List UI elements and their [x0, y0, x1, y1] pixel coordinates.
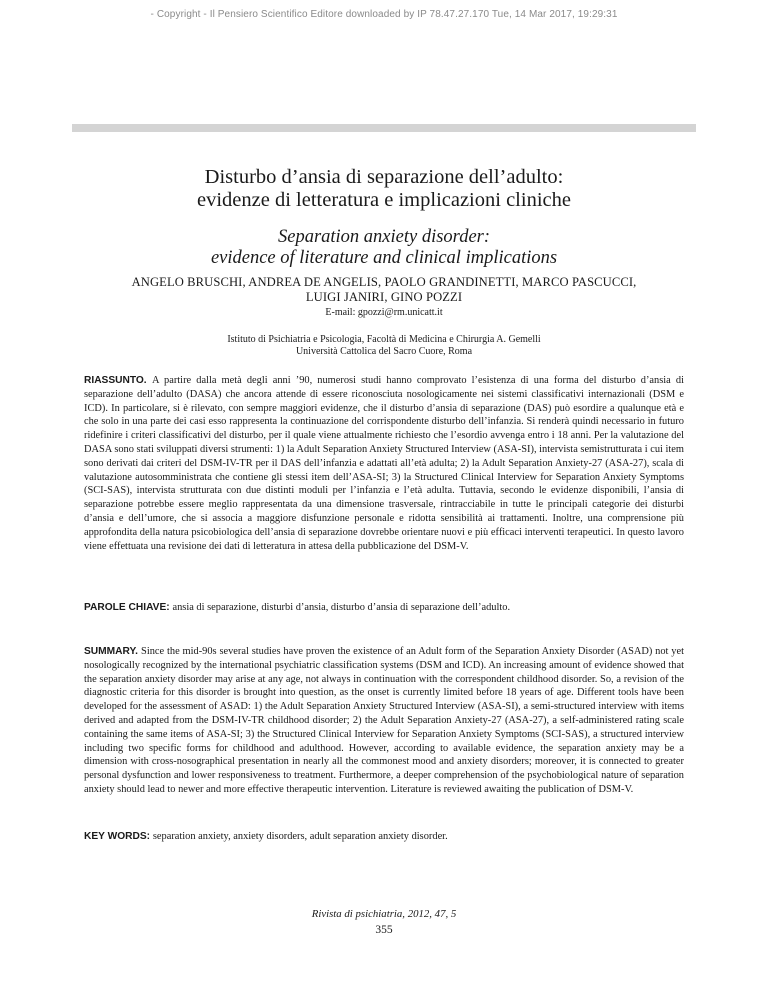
contact-email: E-mail: gpozzi@rm.unicatt.it — [325, 307, 443, 318]
english-title — [72, 227, 696, 269]
journal-citation: Rivista di psichiatria, 2012, 47, 5 — [311, 908, 457, 920]
english-title-line-2: evidence of literature and clinical implications — [210, 248, 558, 268]
affiliation-line-2: Università Cattolica del Sacro Cuore, Roma — [295, 346, 473, 357]
key-words-label: KEY WORDS: — [84, 831, 153, 842]
author-list-line-1: ANGELO BRUSCHI, ANDREA DE ANGELIS, PAOLO GRANDINETTI, MARCO PASCUCCI, — [131, 275, 637, 289]
english-title-line-1: Separation anxiety disorder: — [277, 227, 491, 247]
riassunto-label: RIASSUNTO. — [84, 375, 152, 386]
author-list-line-2: LUIGI JANIRI, GINO POZZI — [305, 290, 463, 304]
parole-chiave-text: ansia di separazione, disturbi d’ansia, disturbo d’ansia di separazione dell’adulto. — [172, 602, 511, 613]
article-title-line-2: evidenze di letteratura e implicazioni cliniche — [197, 189, 571, 211]
key-words-section — [84, 830, 684, 844]
affiliation-line-1: Istituto di Psichiatria e Psicologia, Facoltà di Medicina e Chirurgia A. Gemelli — [227, 334, 541, 345]
affiliation — [72, 334, 696, 358]
riassunto-text: A partire dalla metà degli anni ’90, numerosi studi hanno comprovato l’esistenza di una forma del disturbo d’ansia di separazione dell’adulto (DASA) che ancora attende di essere riconosciuta nosologicamente nei sistemi classificativi internazionali (DSM e ICD). In particolare, si è rilevato, con sempre maggiori evidenze, che il disturbo d’ansia di separazione (DAS) può esordire a qualunque età e che solo in una parte dei casi esso rappresenta la continuazione del corrispondente disturbo dell’infanzia. Si renderà quindi necessario in futuro ridefinire i criteri classificativi del disturbo, per il quale viene attualmente richiesto che l’esordio avvenga entro i 18 anni. Per la valutazione del DASA sono stati sviluppati diversi strumenti: 1) la Adult Separation Anxiety Structured Interview (ASA-SI), intervista semistrutturata i cui item sono derivati dai criteri del DSM-IV-TR per il DAS dell’infanzia e adattati all’età adulta; 2) la Adult Separation Anxiety-27 (ASA-27), scala di valutazione autosomministrata che contiene gli stessi item dell’ASA-SI; 3) la Structured Clinical Interview for Separation Anxiety Symptoms (SCI-SAS), intervista strutturata con due distinti moduli per l’infanzia e l’età adulta. Tuttavia, secondo le evidenze disponibili, l’ansia di separazione potrebbe essere meglio rappresentata da una dimensione trasversale, rintracciabile in tutte le principali categorie dei disturbi d’ansia e dell’umore, che si associa a maggiore disfunzione personale e ridotta sensibilità ai trattamenti. Inoltre, una comprensione più approfondita della natura psicobiologica dell’ansia di separazione dovrebbe orientare nuovi e più efficaci interventi terapeutici. In questo lavoro viene effettuata una revisione dei dati di letteratura in attesa della pubblicazione del DSM-V. — [84, 375, 684, 552]
copyright-notice: - Copyright - Il Pensiero Scientifico Editore downloaded by IP 78.47.27.170 Tue, 14 Mar 2017, 19:29:31 — [150, 9, 618, 20]
summary-section — [84, 645, 684, 797]
article-title-line-1: Disturbo d’ansia di separazione dell’adulto: — [204, 166, 564, 188]
summary-text: Since the mid-90s several studies have proven the existence of an Adult form of the Separation Anxiety Disorder (ASAD) not yet nosologically recognized by the international psychiatric classification systems (DSM and ICD). An increasing amount of evidence showed that the separation anxiety disorder may arise at any age, not always in continuation with the correspondent childhood disorder. So, a revision of the diagnostic criteria for this disorder is brought into question, as the onset is currently limited before 18 years of age. Different tools have been developed for the assessment of ASAD: 1) the Adult Separation Anxiety Structured Interview (ASA-SI), a semi-structured interview with items derived and adapted from the DSM-IV-TR childhood disorder; 2) the Adult Separation Anxiety-27 (ASA-27), a self-administered rating scale containing the same items of ASA-SI; 3) the Structured Clinical Interview for Separation Anxiety Symptoms (SCI-SAS), a structured interview including two specific forms for childhood and adulthood. However, according to available evidence, the separation anxiety may be a dimension with cross-nosographical presentation in nearly all the commonest mood and anxiety disorders; moreover, it is connected to greater personal dysfunction and lower responsiveness to treatment. Furthermore, a deeper comprehension of the psychobiological nature of separation anxiety should lead to newer and more effective therapeutic intervention. Literature is reviewed awaiting the publication of DSM-V. — [84, 646, 684, 795]
summary-label: SUMMARY. — [84, 646, 142, 657]
parole-chiave-label: PAROLE CHIAVE: — [84, 602, 173, 613]
header-rule — [72, 124, 696, 132]
key-words-text: separation anxiety, anxiety disorders, adult separation anxiety disorder. — [152, 831, 448, 842]
parole-chiave-section — [84, 601, 684, 615]
riassunto-section — [84, 374, 684, 553]
article-title — [72, 166, 696, 212]
author-list — [72, 275, 696, 305]
page-number: 355 — [375, 924, 393, 936]
